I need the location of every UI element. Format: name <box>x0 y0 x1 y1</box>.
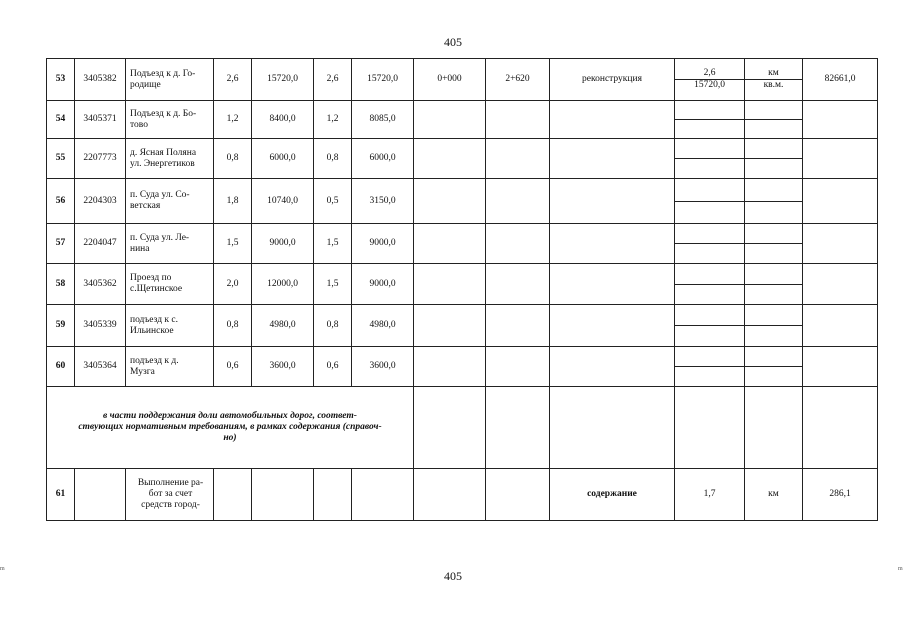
quantity-bottom <box>675 284 744 285</box>
cost <box>803 224 878 264</box>
road-code: 2204303 <box>75 179 126 224</box>
area-total <box>252 469 314 521</box>
section-end <box>486 469 550 521</box>
section-start <box>414 224 486 264</box>
length-total: 0,8 <box>214 139 252 179</box>
section-start <box>414 264 486 305</box>
area-normative: 15720,0 <box>352 59 414 101</box>
quantity <box>675 264 745 305</box>
section-start <box>414 387 486 469</box>
length-total: 0,8 <box>214 305 252 347</box>
unit-bottom <box>745 119 802 120</box>
row-number: 56 <box>47 179 75 224</box>
length-normative: 0,6 <box>314 347 352 387</box>
quantity-top: 2,6 <box>703 68 716 78</box>
section-end <box>486 264 550 305</box>
quantity-bottom <box>675 201 744 202</box>
area-normative: 6000,0 <box>352 139 414 179</box>
road-name: Подъезд к д. Бо- тово <box>126 101 214 139</box>
section-end <box>486 224 550 264</box>
road-name: Подъезд к д. Го- родище <box>126 59 214 101</box>
area-normative: 8085,0 <box>352 101 414 139</box>
quantity <box>675 347 745 387</box>
work-type <box>550 305 675 347</box>
work-type: содержание <box>550 469 675 521</box>
section-start <box>414 347 486 387</box>
road-code: 3405382 <box>75 59 126 101</box>
cost: 286,1 <box>803 469 878 521</box>
unit <box>745 347 803 387</box>
quantity <box>675 59 745 101</box>
section-end <box>486 101 550 139</box>
table-row <box>47 139 878 179</box>
area-total: 15720,0 <box>252 59 314 101</box>
quantity <box>675 224 745 264</box>
work-type <box>550 224 675 264</box>
section-end <box>486 305 550 347</box>
page-number-top: 405 <box>444 35 462 49</box>
row-number: 60 <box>47 347 75 387</box>
table-row <box>47 179 878 224</box>
length-normative: 1,5 <box>314 224 352 264</box>
area-total: 4980,0 <box>252 305 314 347</box>
unit-bottom <box>745 158 802 159</box>
unit <box>745 264 803 305</box>
section-note-row <box>47 387 878 469</box>
road-code: 3405339 <box>75 305 126 347</box>
scan-edge-mark-left: m <box>0 566 5 572</box>
road-name: подъезд к с. Ильинское <box>126 305 214 347</box>
unit <box>745 224 803 264</box>
length-total <box>214 469 252 521</box>
unit-bottom <box>745 243 802 244</box>
work-type <box>550 347 675 387</box>
row-number: 57 <box>47 224 75 264</box>
section-start <box>414 101 486 139</box>
row-number: 61 <box>47 469 75 521</box>
road-code: 2204047 <box>75 224 126 264</box>
section-start <box>414 469 486 521</box>
section-end <box>486 347 550 387</box>
area-total: 6000,0 <box>252 139 314 179</box>
section-note: в части поддержания доли автомобильных дорог, соответ- ствующих нормативным требованиям, в рамках содержания (справоч- но) <box>47 387 414 469</box>
quantity <box>675 179 745 224</box>
road-code: 3405364 <box>75 347 126 387</box>
road-name: п. Суда ул. Ле- нина <box>126 224 214 264</box>
length-normative: 1,2 <box>314 101 352 139</box>
area-normative: 4980,0 <box>352 305 414 347</box>
road-name: Проезд по с.Щетинское <box>126 264 214 305</box>
row-number: 58 <box>47 264 75 305</box>
cost <box>803 347 878 387</box>
section-start: 0+000 <box>414 59 486 101</box>
area-normative <box>352 469 414 521</box>
road-code: 3405371 <box>75 101 126 139</box>
quantity <box>675 101 745 139</box>
work-type <box>550 101 675 139</box>
unit <box>745 59 803 101</box>
quantity <box>675 139 745 179</box>
length-normative: 2,6 <box>314 59 352 101</box>
quantity-bottom <box>675 366 744 367</box>
cost <box>803 101 878 139</box>
table-row <box>47 469 878 521</box>
area-normative: 9000,0 <box>352 264 414 305</box>
road-name: д. Ясная Поляна ул. Энергетиков <box>126 139 214 179</box>
area-total: 12000,0 <box>252 264 314 305</box>
quantity-bottom <box>675 325 744 326</box>
road-register-table <box>46 58 878 521</box>
cost <box>803 179 878 224</box>
quantity-bottom: 15720,0 <box>675 79 744 91</box>
cost <box>803 387 878 469</box>
work-type <box>550 264 675 305</box>
scan-edge-mark-right: m <box>898 566 903 572</box>
unit-bottom <box>745 325 802 326</box>
unit <box>745 101 803 139</box>
length-normative: 0,5 <box>314 179 352 224</box>
length-normative <box>314 469 352 521</box>
table-row <box>47 59 878 101</box>
area-normative: 9000,0 <box>352 224 414 264</box>
section-end <box>486 179 550 224</box>
unit-bottom: кв.м. <box>745 79 802 91</box>
row-number: 59 <box>47 305 75 347</box>
row-number: 55 <box>47 139 75 179</box>
road-name: п. Суда ул. Со- ветская <box>126 179 214 224</box>
quantity-bottom <box>675 243 744 244</box>
page-number-bottom: 405 <box>444 569 462 583</box>
length-normative: 1,5 <box>314 264 352 305</box>
unit-bottom <box>745 284 802 285</box>
unit-bottom <box>745 366 802 367</box>
cost: 82661,0 <box>803 59 878 101</box>
unit-top: км <box>768 68 779 78</box>
area-total: 9000,0 <box>252 224 314 264</box>
section-end: 2+620 <box>486 59 550 101</box>
work-type: реконструкция <box>550 59 675 101</box>
length-normative: 0,8 <box>314 139 352 179</box>
row-number: 54 <box>47 101 75 139</box>
area-normative: 3600,0 <box>352 347 414 387</box>
unit <box>745 387 803 469</box>
section-start <box>414 305 486 347</box>
cost <box>803 305 878 347</box>
work-type <box>550 139 675 179</box>
quantity <box>675 387 745 469</box>
table-row <box>47 264 878 305</box>
unit-bottom <box>745 201 802 202</box>
length-total: 2,6 <box>214 59 252 101</box>
area-total: 10740,0 <box>252 179 314 224</box>
length-total: 1,8 <box>214 179 252 224</box>
road-code: 2207773 <box>75 139 126 179</box>
quantity: 1,7 <box>675 469 745 521</box>
road-name: подъезд к д. Музга <box>126 347 214 387</box>
area-total: 8400,0 <box>252 101 314 139</box>
unit: км <box>745 469 803 521</box>
road-name: Выполнение ра- бот за счет средств город- <box>126 469 214 521</box>
unit <box>745 179 803 224</box>
road-code <box>75 469 126 521</box>
section-start <box>414 179 486 224</box>
cost <box>803 264 878 305</box>
table-row <box>47 224 878 264</box>
quantity <box>675 305 745 347</box>
work-type <box>550 179 675 224</box>
table-row <box>47 101 878 139</box>
road-code: 3405362 <box>75 264 126 305</box>
length-total: 0,6 <box>214 347 252 387</box>
quantity-bottom <box>675 158 744 159</box>
table-row <box>47 347 878 387</box>
length-total: 1,5 <box>214 224 252 264</box>
length-total: 1,2 <box>214 101 252 139</box>
table-row <box>47 305 878 347</box>
quantity-bottom <box>675 119 744 120</box>
cost <box>803 139 878 179</box>
row-number: 53 <box>47 59 75 101</box>
area-total: 3600,0 <box>252 347 314 387</box>
work-type <box>550 387 675 469</box>
unit <box>745 139 803 179</box>
area-normative: 3150,0 <box>352 179 414 224</box>
section-end <box>486 387 550 469</box>
section-start <box>414 139 486 179</box>
unit <box>745 305 803 347</box>
length-total: 2,0 <box>214 264 252 305</box>
section-end <box>486 139 550 179</box>
length-normative: 0,8 <box>314 305 352 347</box>
